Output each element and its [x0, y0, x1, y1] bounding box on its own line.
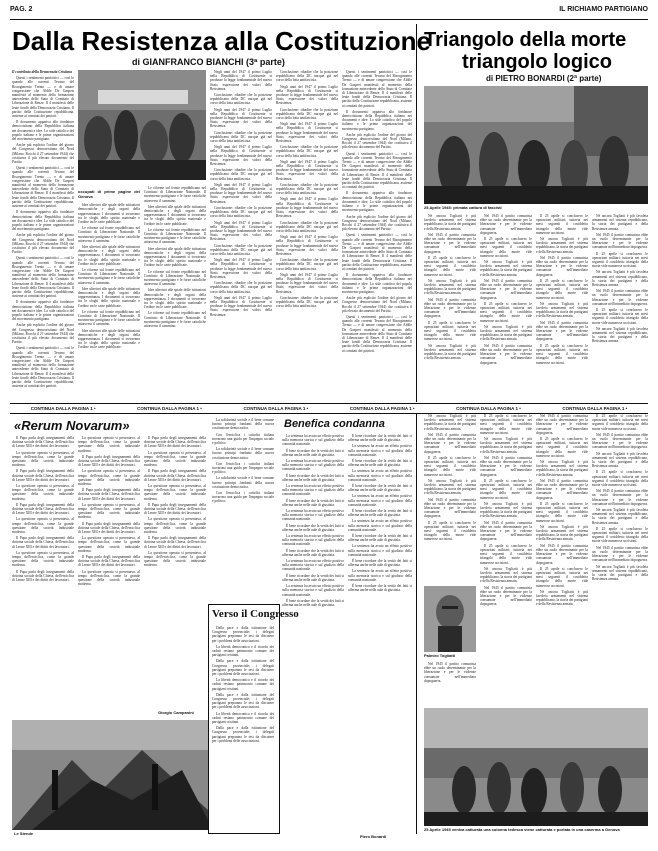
- condanna-p2-rep2: È bene ricordare che la verità dei fatti si afferma anche nelle aule di giustizia.: [282, 498, 344, 507]
- rerum-p2-c2: La questione operaia si presentava, al tempo dell'enciclica, come la grande questione della società industriale moderna.: [78, 436, 140, 453]
- continuation-label: CONTINUA DALLA PAGINA 1 •: [456, 406, 521, 411]
- verso-p2-rep2: La libertà democratica e il ricordo dei caduti restano patrimonio comune dei partigiani cristiani.: [212, 711, 274, 725]
- right-body-p2-c4: Nel 1945 il partito comunista ebbe un ruolo determinante per la liberazione e per le violenze consumate nell'immediato dopoguerra.: [592, 232, 648, 250]
- newspaper-name: IL RICHIAMO PARTIGIANO: [559, 6, 648, 13]
- condanna-p1-c2e: La sentenza ha avuto un effetto positivo sulla memoria storica e sul giudizio della comunità nazionale.: [348, 544, 412, 557]
- right-body-p1-c4c: Né ancora Togliatti è più favoleta armamenti nel sistema repubblicano, la storia dei partigiani e della Resistenza armata.: [592, 326, 648, 344]
- right-article-col8: [592, 414, 648, 704]
- rerum-p1-c2d: Il Papa parla degli insegnamenti della dottrina sociale della Chiesa, dell'enciclica di Leone XIII e dei diritti dei lavoratori.: [78, 555, 140, 568]
- condanna-title: Benefica condanna: [284, 418, 385, 430]
- right-body-p3-c3b: Il 25 aprile si conclusero le operazioni militari; tuttavia nei mesi seguenti il cosiddetto triangolo della morte vide numerose uccisioni.: [536, 278, 588, 300]
- left-body3-p2-rep2: Conclusione: ribadire che la posizione repubblicana della DC nacque già nel corso della lotta antifascista.: [210, 168, 272, 181]
- rerum-signature: Giorgio Campanini: [158, 710, 194, 715]
- left-body-p2-rep2: Il documento appariva allo fondatore democristiano della Repubblica italiana nei documenti e idee. Lo stile cattolico del popolo italiano e le prime organizzazioni del movimento partigiano.: [12, 300, 74, 322]
- right-body-p1-c7b: Né ancora Togliatti è più favoleta armamenti nel sistema repubblicano, la storia dei partigiani e della Resistenza armata.: [536, 524, 588, 542]
- condanna-p1-c2: La sentenza ha avuto un effetto positivo sulla memoria storica e sul giudizio della comunità nazionale.: [348, 444, 412, 457]
- left-article-col4: [210, 70, 272, 400]
- left-body3-p2-c5f: Conclusione: ribadire che la posizione repubblicana della DC nacque già nel corso della lotta antifascista.: [276, 258, 338, 271]
- rerum-p2-c3c: La questione operaia si presentava, al tempo dell'enciclica, come la grande questione della società industriale moderna.: [144, 517, 206, 535]
- left-body2-p2-rep2: Le riforme sul fronte repubblicano nel Comitato di Liberazione Nazionale. Il movimento partigiano e le forze cattoliche attraverso il cammino.: [78, 309, 140, 327]
- right-body-p1-c3b: Né ancora Togliatti è più favoleta armamenti nel sistema repubblicano, la storia dei partigiani e della Resistenza armata.: [536, 301, 588, 319]
- condanna-p2-c2f: È bene ricordare che la verità dei fatti si afferma anche nelle aule di giustizia.: [348, 559, 412, 568]
- condanna-p1-rep2: La sentenza ha avuto un effetto positivo sulla memoria storica e sul giudizio della comunità nazionale.: [282, 484, 344, 497]
- middle-p2-rep2: Con l'enciclica i cattolici italiani trovarono una guida per l'impegno sociale e politico.: [212, 491, 274, 504]
- header-rule: [10, 19, 648, 20]
- continuation-label: CONTINUA DALLA PAGINA 1 •: [137, 406, 202, 411]
- middle-p2: Con l'enciclica i cattolici italiani trovarono una guida per l'impegno sociale e politico.: [212, 432, 274, 446]
- right-body-p2: Nel 1945 il partito comunista ebbe un ruolo determinante per la liberazione e per le violenze consumate nell'immediato dopoguerra.: [424, 232, 476, 254]
- left-body3-p2-c5d: Conclusione: ribadire che la posizione repubblicana della DC nacque già nel corso della lotta antifascista.: [276, 182, 338, 196]
- right-body-p2-c6: Nel 1945 il partito comunista ebbe un ruolo determinante per la liberazione e per le violenze consumate nell'immediato dopoguerra.: [480, 455, 532, 477]
- middle-p1-rep: La solidarietà sociale e il bene comune furono principi fondanti della nuova costituzione democratica.: [212, 447, 274, 460]
- condanna-p2-c2e: È bene ricordare che la verità dei fatti si afferma anche nelle aule di giustizia.: [348, 534, 412, 543]
- right-article-byline: di PIETRO BONARDI (2ª parte): [486, 74, 602, 83]
- left-body3-p2-c5b: Conclusione: ribadire che la posizione repubblicana della DC nacque già nel corso della lotta antifascista.: [276, 107, 338, 121]
- left-body3-p1-rep2: Negli anni del 1947 il primo Luglio nella Repubblica di Costituente si produsse la legge fondamentale del nuovo Stato, espressione dei valori della Resistenza.: [210, 145, 272, 167]
- condanna-p2-rep3: È bene ricordare che la verità dei fatti si afferma anche nelle aule di giustizia.: [282, 523, 344, 532]
- left-body-p1-c6d: Questi i sentimenti patriottici — così le quando alle correnti Tevano del Risorgimento Trento — e di amare congressione che Aldile De Gasperi manifestò al momento della formazione antecedente dello Stato di Comitato di Liberazione di Renze. Il 4 manifesti delle leute fondò della Democrazia Cristiana. Il partito della Costituzione repubblicana, assieme ai comitati dei patrioti.: [342, 314, 412, 353]
- right-body-p1-c6c: Né ancora Togliatti è più favoleta armamenti nel sistema repubblicano, la storia dei partigiani e della Resistenza armata.: [480, 566, 532, 584]
- left-body-p3: Anche più esplicito l'ordine del giorno del Congresso democristiano del Nord (Milano, Rocchi il 27 settembre 1944) che costituiva il più elevato documento del Partito.: [12, 143, 74, 165]
- condanna-p1-c2d: La sentenza ha avuto un effetto positivo sulla memoria storica e sul giudizio della comunità nazionale.: [348, 519, 412, 532]
- right-body-p3-c8: Il 25 aprile si conclusero le operazioni militari; tuttavia nei mesi seguenti il cosiddetto triangolo della morte vide numerose uccisioni.: [592, 414, 648, 431]
- right-article-col2: [480, 214, 532, 400]
- continuation-label: CONTINUA DALLA PAGINA 1 •: [30, 406, 96, 411]
- right-body-p3-c6c: Il 25 aprile si conclusero le operazioni militari; tuttavia nei mesi seguenti il cosiddetto triangolo della morte vide numerose uccisioni.: [480, 543, 532, 565]
- rerum-col3: [144, 436, 206, 708]
- condanna-p1: La sentenza ha avuto un effetto positivo sulla memoria storica e sul giudizio della comunità nazionale.: [282, 434, 344, 447]
- left-body3-p1-c5f: Negli anni del 1947 il primo Luglio nella Repubblica di Costituente si produsse la legge fondamentale del nuovo Stato, espressione dei valori della Resistenza.: [276, 272, 338, 294]
- right-body-p1-c2b: Né ancora Togliatti è più favoleta armamenti nel sistema repubblicano, la storia dei partigiani e della Resistenza armata.: [480, 324, 532, 342]
- right-body-p2-c5: Nel 1945 il partito comunista ebbe un ruolo determinante per la liberazione e per le violenze consumate nell'immediato dopoguerra.: [424, 432, 476, 454]
- left-body3-p1-c5: Negli anni del 1947 il primo Luglio nella Repubblica di Costituente si produsse la legge fondamentale del nuovo Stato, espressione dei valori della Resistenza.: [276, 84, 338, 106]
- condanna-p1-c2b: La sentenza ha avuto un effetto positivo sulla memoria storica e sul giudizio della comunità nazionale.: [348, 469, 412, 482]
- right-body-p2-c5c: Nel 1945 il partito comunista ebbe un ruolo determinante per la liberazione e per le violenze consumate nell'immediato dopoguerra.: [424, 662, 476, 683]
- rerum-col2: [78, 436, 140, 708]
- left-body3-p1-rep5: Negli anni del 1947 il primo Luglio nella Repubblica di Costituente si produsse la legge fondamentale del nuovo Stato, espressione dei valori della Resistenza.: [210, 258, 272, 279]
- right-body-p3-c3: Il 25 aprile si conclusero le operazioni militari; tuttavia nei mesi seguenti il cosiddetto triangolo della morte vide numerose uccisioni.: [536, 214, 588, 235]
- right-body-p1-c5: Né ancora Togliatti è più favoleta armamenti nel sistema repubblicano, la storia dei partigiani e della Resistenza armata.: [424, 414, 476, 431]
- left-body2-p1-rep3: Idee ulteriori alle spiale delle istituzioni democratiche e degli organi della rappresentanza. I documenti si trovavano tra le sfoghi dello spirito nazionale e l'ordine tra le carte pubblicate.: [78, 328, 140, 350]
- right-body-p2-c6b: Nel 1945 il partito comunista ebbe un ruolo determinante per la liberazione e per le violenze consumate nell'immediato dopoguerra.: [480, 520, 532, 542]
- rerum-p2-c3b: La questione operaia si presentava, al tempo dell'enciclica, come la grande questione della società industriale moderna.: [144, 484, 206, 501]
- left-body3-p1-rep6: Negli anni del 1947 il primo Luglio nella Repubblica di Costituente si produsse la legge fondamentale del nuovo Stato, espressione dei valori della Resistenza.: [210, 295, 272, 317]
- right-body-p2-c3b: Nel 1945 il partito comunista ebbe un ruolo determinante per la liberazione e per le violenze consumate nell'immediato dopoguerra.: [536, 320, 588, 342]
- left-body3-p1: Negli anni del 1947 il primo Luglio nella Repubblica di Costituente si produsse la legge fondamentale del nuovo Stato, espressione dei valori della Resistenza.: [210, 70, 272, 91]
- left-body3-p2-c5e: Conclusione: ribadire che la posizione repubblicana della DC nacque già nel corso della lotta antifascista.: [276, 220, 338, 233]
- rerum-p1: Il Papa parla degli insegnamenti della dottrina sociale della Chiesa, dell'enciclica di Leone XIII e dei diritti dei lavoratori.: [12, 436, 74, 449]
- left-body-p1-c6b: Questi i sentimenti patriottici — così le quando alle correnti Tevano del Risorgimento Trento — e di amare congressione che Aldile De Gasperi manifestò al momento della formazione antecedente dello Stato di Comitato di Liberazione di Renze. Il 4 manifesti delle leute fondò della Democrazia Cristiana. Il partito della Costituzione repubblicana, assieme ai comitati dei patrioti.: [342, 151, 412, 190]
- left-body3-p1-c5d: Negli anni del 1947 il primo Luglio nella Repubblica di Costituente si produsse la legge fondamentale del nuovo Stato, espressione dei valori della Resistenza.: [276, 197, 338, 219]
- left-body2-p2-c3c: Le riforme sul fronte repubblicano nel Comitato di Liberazione Nazionale. Il movimento partigiano e le forze cattoliche attraverso il cammino.: [144, 269, 206, 287]
- right-body-p3-c2b: Il 25 aprile si conclusero le operazioni militari; tuttavia nei mesi seguenti il cosiddetto triangolo della morte vide numerose uccisioni.: [480, 301, 532, 323]
- left-body2-p2: Le riforme sul fronte repubblicano nel Comitato di Liberazione Nazionale. Il movimento partigiano e le forze cattoliche attraverso il cammino.: [78, 226, 140, 243]
- continuation-label: CONTINUA DALLA PAGINA 1 •: [562, 406, 628, 411]
- rerum-col1: [12, 436, 74, 708]
- condanna-p1-rep4: La sentenza ha avuto un effetto positivo sulla memoria storica e sul giudizio della comunità nazionale.: [282, 534, 344, 547]
- condanna-col2: [348, 434, 412, 828]
- right-article-col4: [592, 214, 648, 400]
- right-body-p1-c8c: Né ancora Togliatti è più favoleta armamenti nel sistema repubblicano, la storia dei partigiani e della Resistenza armata.: [592, 564, 648, 582]
- left-body2-p1-rep2: Idee ulteriori alle spiale delle istituzioni democratiche e degli organi della rappresentanza. I documenti si trovavano tra le sfoghi dello spirito nazionale e l'ordine tra le carte pubblicate.: [78, 286, 140, 308]
- right-article-title-line2: triangolo logico: [462, 51, 612, 73]
- rerum-p2-c2b: La questione operaia si presentava, al tempo dell'enciclica, come la grande questione della società industriale moderna.: [78, 469, 140, 487]
- rerum-p1-c3d: Il Papa parla degli insegnamenti della dottrina sociale della Chiesa, dell'enciclica di Leone XIII e dei diritti dei lavoratori.: [144, 536, 206, 549]
- right-body-p1-c5b: Né ancora Togliatti è più favoleta armamenti nel sistema repubblicano, la storia dei partigiani e della Resistenza armata.: [424, 478, 476, 496]
- condanna-p1-c2f: La sentenza ha avuto un effetto positivo sulla memoria storica e sul giudizio della comunità nazionale.: [348, 569, 412, 582]
- left-body2-p1-c3b: Idee ulteriori alle spiale delle istituzioni democratiche e degli organi della rappresentanza. I documenti si trovavano tra le sfoghi dello spirito nazionale e l'ordine tra le carte pubblicate.: [144, 246, 206, 268]
- right-photo-3-caption: 25 Aprile 1945 veniva catturata una colonna tedesca viene catturata e portata in una caserma a Genova: [424, 827, 620, 832]
- right-body-p2-c2c: Nel 1945 il partito comunista ebbe un ruolo determinante per la liberazione e per le violenze consumate nell'immediato dopoguerra.: [480, 343, 532, 365]
- condanna-p2-c2c: È bene ricordare che la verità dei fatti si afferma anche nelle aule di giustizia.: [348, 484, 412, 493]
- right-article-col5b: [424, 662, 476, 704]
- condanna-p2-c2d: È bene ricordare che la verità dei fatti si afferma anche nelle aule di giustizia.: [348, 509, 412, 518]
- condanna-p2-rep5: È bene ricordare che la verità dei fatti si afferma anche nelle aule di giustizia.: [282, 573, 344, 582]
- left-body2-p1-c3c: Idee ulteriori alle spiale delle istituzioni democratiche e degli organi della rappresentanza. I documenti si trovavano tra le sfoghi dello spirito nazionale e l'ordine tra le carte pubblicate.: [144, 288, 206, 310]
- right-body-p1-c6b: Né ancora Togliatti è più favoleta armamenti nel sistema repubblicano, la storia dei partigiani e della Resistenza armata.: [480, 501, 532, 519]
- condanna-p2-rep: È bene ricordare che la verità dei fatti si afferma anche nelle aule di giustizia.: [282, 473, 344, 482]
- left-body3-p2-c5c: Conclusione: ribadire che la posizione repubblicana della DC nacque già nel corso della lotta antifascista.: [276, 145, 338, 158]
- left-body-p1-c6c: Questi i sentimenti patriottici — così le quando alle correnti Tevano del Risorgimento Trento — e di amare congressione che Aldile De Gasperi manifestò al momento della formazione antecedente dello Stato di Comitato di Liberazione di Renze. Il 4 manifesti delle leute fondò della Democrazia Cristiana. Il partito della Costituzione repubblicana, assieme ai comitati dei patrioti.: [342, 233, 412, 271]
- continuation-bar: [10, 403, 648, 414]
- left-article-col3: [144, 186, 206, 400]
- left-body-p1-c6: Questi i sentimenti patriottici — così le quando alle correnti Tevano del Risorgimento Trento — e di amare congressione che Aldile De Gasperi manifestò al momento della formazione antecedente dello Stato di Comitato di Liberazione di Renze. Il 4 manifesti delle leute fondò della Democrazia Cristiana. Il partito della Costituzione repubblicana, assieme ai comitati dei patrioti.: [342, 70, 412, 108]
- left-article-title: Dalla Resistenza alla Costituzione: [12, 26, 432, 56]
- left-article-col5: [276, 70, 338, 400]
- rerum-p2-c3: La questione operaia si presentava, al tempo dell'enciclica, come la grande questione della società industriale moderna.: [144, 450, 206, 468]
- right-body-p1-rep2: Né ancora Togliatti è più favoleta armamenti nel sistema repubblicano, la storia dei partigiani e della Resistenza armata.: [424, 343, 476, 361]
- condanna-p1-rep5: La sentenza ha avuto un effetto positivo sulla memoria storica e sul giudizio della comunità nazionale.: [282, 559, 344, 572]
- condanna-col1: [282, 434, 344, 828]
- right-body-p2-c7c: Nel 1945 il partito comunista ebbe un ruolo determinante per la liberazione e per le violenze consumate nell'immediato dopoguerra.: [536, 543, 588, 565]
- right-body-p1-c8b: Né ancora Togliatti è più favoleta armamenti nel sistema repubblicano, la storia dei partigiani e della Resistenza armata.: [592, 508, 648, 525]
- rerum-p1-rep4: Il Papa parla degli insegnamenti della dottrina sociale della Chiesa, dell'enciclica di Leone XIII e dei diritti dei lavoratori.: [12, 569, 74, 583]
- condanna-p2-rep4: È bene ricordare che la verità dei fatti si afferma anche nelle aule di giustizia.: [282, 548, 344, 557]
- rerum-title: «Rerum Novarum»: [14, 418, 130, 433]
- middle-col: [212, 418, 274, 598]
- left-body3-p1-rep4: Negli anni del 1947 il primo Luglio nella Repubblica di Costituente si produsse la legge fondamentale del nuovo Stato, espressione dei valori della Resistenza.: [210, 220, 272, 242]
- right-body-p3-c6: Il 25 aprile si conclusero le operazioni militari; tuttavia nei mesi seguenti il cosiddetto triangolo della morte vide numerose uccisioni.: [480, 414, 532, 435]
- left-body2-p1: Idee ulteriori alle spiale delle istituzioni democratiche e degli organi della rappresentanza. I documenti si trovavano tra le sfoghi dello spirito nazionale e l'ordine tra le carte pubblicate.: [78, 203, 140, 224]
- rerum-p2-c2e: La questione operaia si presentava, al tempo dell'enciclica, come la grande questione della società industriale moderna.: [78, 569, 140, 587]
- togliatti-caption: Palmiro Togliatti: [424, 653, 456, 658]
- right-body-p2-c5b: Nel 1945 il partito comunista ebbe un ruolo determinante per la liberazione e per le violenze consumate nell'immediato dopoguerra.: [424, 497, 476, 519]
- right-body-p3-rep: Il 25 aprile si conclusero le operazioni militari; tuttavia nei mesi seguenti il cosiddetto triangolo della morte vide numerose uccisioni.: [424, 320, 476, 342]
- right-body-p1-c4: Né ancora Togliatti è più favoleta armamenti nel sistema repubblicano, la storia dei partigiani e della Resistenza armata.: [592, 214, 648, 231]
- rerum-photo: [12, 720, 208, 830]
- right-article-col3: [536, 214, 588, 400]
- verso-col: [212, 626, 274, 826]
- right-body-p3-c8c: Il 25 aprile si conclusero le operazioni militari; tuttavia nei mesi seguenti il cosiddetto triangolo della morte vide numerose uccisioni.: [592, 526, 648, 544]
- right-body-p1-c8: Né ancora Togliatti è più favoleta armamenti nel sistema repubblicano, la storia dei partigiani e della Resistenza armata.: [592, 451, 648, 469]
- right-body-p2-c4b: Nel 1945 il partito comunista ebbe un ruolo determinante per la liberazione e per le violenze consumate nell'immediato dopoguerra.: [592, 289, 648, 306]
- right-body-p3-c5: Il 25 aprile si conclusero le operazioni militari; tuttavia nei mesi seguenti il cosiddetto triangolo della morte vide numerose uccisioni.: [424, 455, 476, 477]
- right-body-p2-c8: Nel 1945 il partito comunista ebbe un ruolo determinante per la liberazione e per le violenze consumate nell'immediato dopoguerra.: [592, 432, 648, 450]
- right-article-photo-3: [424, 708, 648, 826]
- right-body-p3-c3c: Il 25 aprile si conclusero le operazioni militari; tuttavia nei mesi seguenti il cosiddetto triangolo della morte vide numerose uccisioni.: [536, 343, 588, 365]
- left-article-col1: [12, 70, 74, 400]
- right-body-p2-c8b: Nel 1945 il partito comunista ebbe un ruolo determinante per la liberazione e per le violenze consumate nell'immediato dopoguerra.: [592, 489, 648, 506]
- left-body-p3-rep: Anche più esplicito l'ordine del giorno del Congresso democristiano del Nord (Milano, Rocchi il 27 settembre 1944) che costituiva il più elevato documento del Partito.: [12, 233, 74, 255]
- rerum-p1-c3: Il Papa parla degli insegnamenti della dottrina sociale della Chiesa, dell'enciclica di Leone XIII e dei diritti dei lavoratori.: [144, 436, 206, 449]
- left-body3-p2-c5: Conclusione: ribadire che la posizione repubblicana della DC nacque già nel corso della lotta antifascista.: [276, 70, 338, 83]
- rerum-p1-c2b: Il Papa parla degli insegnamenti della dottrina sociale della Chiesa, dell'enciclica di Leone XIII e dei diritti dei lavoratori.: [78, 488, 140, 501]
- page-number: PAG. 2: [10, 6, 33, 13]
- left-body-p3-c6c: Anche più esplicito l'ordine del giorno del Congresso democristiano del Nord (Milano, Rocchi il 27 settembre 1944) che costituiva il più elevato documento del Partito.: [342, 296, 412, 313]
- rerum-p2-c2d: La questione operaia si presentava, al tempo dell'enciclica, come la grande questione della società industriale moderna.: [78, 536, 140, 553]
- left-body-p3-c6: Anche più esplicito l'ordine del giorno del Congresso democristiano del Nord (Milano, Rocchi il 27 settembre 1944) che costituiva il più elevato documento del Partito.: [342, 132, 412, 150]
- left-body-p1-rep: Questi i sentimenti patriottici — così le quando alle correnti Tevano del Risorgimento Trento — e di amare congressione che Aldile De Gasperi manifestò al momento della formazione antecedente dello Stato di Comitato di Liberazione di Renze. Il 4 manifesti delle leute fondò della Democrazia Cristiana. Il partito della Costituzione repubblicana, assieme ai comitati dei patrioti.: [12, 166, 74, 209]
- left-body3-p2-rep4: Conclusione: ribadire che la posizione repubblicana della DC nacque già nel corso della lotta antifascista.: [210, 243, 272, 256]
- left-body-p3-rep2: Anche più esplicito l'ordine del giorno del Congresso democristiano del Nord (Milano, Rocchi il 27 settembre 1944) che costituiva il più elevato documento del Partito.: [12, 323, 74, 345]
- verso-title: Verso il Congresso: [212, 608, 299, 620]
- left-article-lead: Il contributo della Democrazia Cristiana: [12, 70, 73, 74]
- right-body-p2-rep: Nel 1945 il partito comunista ebbe un ruolo determinante per la liberazione e per le violenze consumate nell'immediato dopoguerra.: [424, 297, 476, 319]
- continuation-label: CONTINUA DALLA PAGINA 1 •: [349, 406, 415, 411]
- rerum-p1-c3b: Il Papa parla degli insegnamenti della dottrina sociale della Chiesa, dell'enciclica di Leone XIII e dei diritti dei lavoratori.: [144, 469, 206, 482]
- right-body-p1-c6: Né ancora Togliatti è più favoleta armamenti nel sistema repubblicano, la storia dei partigiani e della Resistenza armata.: [480, 437, 532, 454]
- left-body-p1-rep2: Questi i sentimenti patriottici — così le quando alle correnti Tevano del Risorgimento Trento — e di amare congressione che Aldile De Gasperi manifestò al momento della formazione antecedente dello Stato di Comitato di Liberazione di Renze. Il 4 manifesti delle leute fondò della Democrazia Cristiana. Il partito della Costituzione repubblicana, assieme ai comitati dei patrioti.: [12, 256, 74, 299]
- left-body2-p1-c3: Idee ulteriori alle spiale delle istituzioni democratiche e degli organi della rappresentanza. I documenti si trovavano tra le sfoghi dello spirito nazionale e l'ordine tra le carte pubblicate.: [144, 204, 206, 226]
- right-article-col1: [424, 214, 476, 400]
- right-body-p1: Né ancora Togliatti è più favoleta armamenti nel sistema repubblicano, la storia dei partigiani e della Resistenza armata.: [424, 214, 476, 231]
- left-body-p1-rep3: Questi i sentimenti patriottici — così le quando alle correnti Tevano del Risorgimento Trento — e di amare congressione che Aldile De Gasperi manifestò al momento della formazione antecedente dello Stato di Comitato di Liberazione di Renze. Il 4 manifesti delle leute fondò della Democrazia Cristiana. Il partito della Costituzione repubblicana, assieme ai comitati dei patrioti.: [12, 346, 74, 389]
- left-article-photo: [78, 70, 206, 180]
- right-photo-1-caption: 25 Aprile 1945: primata cattura di fascisti: [424, 205, 502, 210]
- right-body-p2-c6c: Nel 1945 il partito comunista ebbe un ruolo determinante per la liberazione e per le violenze consumate nell'immediato dopoguerra.: [480, 585, 532, 607]
- verso-p1-rep: Dalla pace e dalla istituzione del Congresso provinciale; i delegati partigiani preparano le tesi da discutere per i problemi delle associazioni.: [212, 659, 274, 677]
- rerum-p2-c3d: La questione operaia si presentava, al tempo dell'enciclica, come la grande questione della società industriale moderna.: [144, 550, 206, 568]
- right-body-p2-c3: Nel 1945 il partito comunista ebbe un ruolo determinante per la liberazione e per le violenze consumate nell'immediato dopoguerra.: [536, 255, 588, 277]
- right-body-p3: Il 25 aprile si conclusero le operazioni militari; tuttavia nei mesi seguenti il cosiddetto triangolo della morte vide numerose uccisioni.: [424, 255, 476, 277]
- left-article-col2: [78, 186, 140, 400]
- condanna-p2-c2: È bene ricordare che la verità dei fatti si afferma anche nelle aule di giustizia.: [348, 434, 412, 443]
- rerum-p2: La questione operaia si presentava, al tempo dell'enciclica, come la grande questione della società industriale moderna.: [12, 450, 74, 468]
- right-body-p3-c4b: Il 25 aprile si conclusero le operazioni militari; tuttavia nei mesi seguenti il cosiddetto triangolo della morte vide numerose uccisioni.: [592, 308, 648, 325]
- left-photo-caption: occupati di prime pagine del Genova: [78, 189, 140, 199]
- condanna-p1-rep3: La sentenza ha avuto un effetto positivo sulla memoria storica e sul giudizio della comunità nazionale.: [282, 509, 344, 522]
- right-body-p2-c7b: Nel 1945 il partito comunista ebbe un ruolo determinante per la liberazione e per le violenze consumate nell'immediato dopoguerra.: [536, 478, 588, 500]
- verso-p1: Dalla pace e dalla istituzione del Congresso provinciale; i delegati partigiani preparano le tesi da discutere per i problemi delle associazioni.: [212, 626, 274, 643]
- condanna-p2: È bene ricordare che la verità dei fatti si afferma anche nelle aule di giustizia.: [282, 448, 344, 457]
- rerum-p1-c3c: Il Papa parla degli insegnamenti della dottrina sociale della Chiesa, dell'enciclica di Leone XIII e dei diritti dei lavoratori.: [144, 502, 206, 516]
- verso-p2-rep: La libertà democratica e il ricordo dei caduti restano patrimonio comune dei partigiani cristiani.: [212, 678, 274, 691]
- left-body3-p2-rep: Conclusione: ribadire che la posizione repubblicana della DC nacque già nel corso della lotta antifascista.: [210, 130, 272, 144]
- rerum-p2-rep3: La questione operaia si presentava, al tempo dell'enciclica, come la grande questione della società industriale moderna.: [12, 550, 74, 568]
- article-separator: [416, 24, 417, 402]
- rerum-p1-rep3: Il Papa parla degli insegnamenti della dottrina sociale della Chiesa, dell'enciclica di Leone XIII e dei diritti dei lavoratori.: [12, 536, 74, 549]
- rerum-p2-c2c: La questione operaia si presentava, al tempo dell'enciclica, come la grande questione della società industriale moderna.: [78, 502, 140, 520]
- right-article-photo-1: [424, 86, 648, 204]
- left-body3-p2-rep3: Conclusione: ribadire che la posizione repubblicana della DC nacque già nel corso della lotta antifascista.: [210, 205, 272, 219]
- left-body-p1: Questi i sentimenti patriottici — così le quando alle correnti Tevano del Risorgimento Trento — e di amare congressione che Aldile De Gasperi manifestò al momento della formazione antecedente dello Stato di Comitato di Liberazione di Renze. Il 4 manifesti delle leute fondò della Democrazia Cristiana. Il partito della Costituzione repubblicana, assieme ai comitati dei patrioti.: [12, 76, 74, 119]
- rerum-p1-rep: Il Papa parla degli insegnamenti della dottrina sociale della Chiesa, dell'enciclica di Leone XIII e dei diritti dei lavoratori.: [12, 469, 74, 482]
- verso-p1-rep3: Dalla pace e dalla istituzione del Congresso provinciale; i delegati partigiani preparano le tesi da discutere per i problemi delle associazioni.: [212, 726, 274, 743]
- middle-p1: La solidarietà sociale e il bene comune furono principi fondanti della nuova costituzione democratica.: [212, 418, 274, 431]
- middle-p1-rep2: La solidarietà sociale e il bene comune furono principi fondanti della nuova costituzione democratica.: [212, 476, 274, 489]
- left-body2-p1-rep: Idee ulteriori alle spiale delle istituzioni democratiche e degli organi della rappresentanza. I documenti si trovavano tra le sfoghi dello spirito nazionale e l'ordine tra le carte pubblicate.: [78, 245, 140, 266]
- condanna-p2-c2b: È bene ricordare che la verità dei fatti si afferma anche nelle aule di giustizia.: [348, 459, 412, 468]
- verso-p1-rep2: Dalla pace e dalla istituzione del Congresso provinciale; i delegati partigiani preparano le tesi da discutere per i problemi delle associazioni.: [212, 692, 274, 710]
- left-body3-p1-c5e: Negli anni del 1947 il primo Luglio nella Repubblica di Costituente si produsse la legge fondamentale del nuovo Stato, espressione dei valori della Resistenza.: [276, 235, 338, 256]
- right-article-col7: [536, 414, 588, 704]
- rerum-p1-rep2: Il Papa parla degli insegnamenti della dottrina sociale della Chiesa, dell'enciclica di Leone XIII e dei diritti dei lavoratori.: [12, 502, 74, 516]
- condanna-p1-rep: La sentenza ha avuto un effetto positivo sulla memoria storica e sul giudizio della comunità nazionale.: [282, 459, 344, 472]
- right-article-col6: [480, 414, 532, 704]
- right-body-p1-c4b: Né ancora Togliatti è più favoleta armamenti nel sistema repubblicano, la storia dei partigiani e della Resistenza armata.: [592, 270, 648, 288]
- left-body3-p2: Conclusione: ribadire che la posizione repubblicana della DC nacque già nel corso della lotta antifascista.: [210, 93, 272, 106]
- left-body3-p1-rep: Negli anni del 1947 il primo Luglio nella Repubblica di Costituente si produsse la legge fondamentale del nuovo Stato, espressione dei valori della Resistenza.: [210, 107, 272, 129]
- verso-p2: La libertà democratica e il ricordo dei caduti restano patrimonio comune dei partigiani cristiani.: [212, 644, 274, 658]
- right-body-p3-c7: Il 25 aprile si conclusero le operazioni militari; tuttavia nei mesi seguenti il cosiddetto triangolo della morte vide numerose uccisioni.: [536, 437, 588, 458]
- right-body-p2-c2b: Nel 1945 il partito comunista ebbe un ruolo determinante per la liberazione e per le violenze consumate nell'immediato dopoguerra.: [480, 278, 532, 300]
- rerum-p1-c2: Il Papa parla degli insegnamenti della dottrina sociale della Chiesa, dell'enciclica di Leone XIII e dei diritti dei lavoratori.: [78, 454, 140, 468]
- left-body3-p2-rep5: Conclusione: ribadire che la posizione repubblicana della DC nacque già nel corso della lotta antifascista.: [210, 281, 272, 294]
- bottom-separator: [416, 414, 417, 834]
- continuation-label: CONTINUA DALLA PAGINA 1 •: [243, 406, 309, 411]
- condanna-p1-rep6: La sentenza ha avuto un effetto positivo sulla memoria storica e sul giudizio della comunità nazionale.: [282, 584, 344, 597]
- middle-p2-rep: Con l'enciclica i cattolici italiani trovarono una guida per l'impegno sociale e politico.: [212, 461, 274, 475]
- left-article-byline: di GIANFRANCO BIANCHI (3ª parte): [132, 57, 285, 67]
- right-body-p1-c2: Né ancora Togliatti è più favoleta armamenti nel sistema repubblicano, la storia dei partigiani e della Resistenza armata.: [480, 260, 532, 277]
- left-body2-p2-rep: Le riforme sul fronte repubblicano nel Comitato di Liberazione Nazionale. Il movimento partigiano e le forze cattoliche attraverso il cammino.: [78, 268, 140, 285]
- right-body-p3-c2: Il 25 aprile si conclusero le operazioni militari; tuttavia nei mesi seguenti il cosiddetto triangolo della morte vide numerose uccisioni.: [480, 237, 532, 258]
- right-body-p1-c3: Né ancora Togliatti è più favoleta armamenti nel sistema repubblicano, la storia dei partigiani e della Resistenza armata.: [536, 237, 588, 254]
- condanna-signature: Piero Bonardi: [360, 834, 387, 839]
- left-body3-p2-c5g: Conclusione: ribadire che la posizione repubblicana della DC nacque già nel corso della lotta antifascista.: [276, 295, 338, 309]
- right-article-title-line1: Triangolo della morte: [424, 29, 627, 51]
- left-body-p2-c6c: Il documento appariva allo fondatore democristiano della Repubblica italiana nei documenti e idee. Lo stile cattolico del popolo italiano e le prime organizzazioni del movimento partigiano.: [342, 273, 412, 294]
- right-body-p1-rep: Né ancora Togliatti è più favoleta armamenti nel sistema repubblicano, la storia dei partigiani e della Resistenza armata.: [424, 278, 476, 296]
- right-body-p2-c7: Nel 1945 il partito comunista ebbe un ruolo determinante per la liberazione e per le violenze consumate nell'immediato dopoguerra.: [536, 414, 588, 435]
- page-header: [10, 6, 648, 18]
- rerum-p1-c2c: Il Papa parla degli insegnamenti della dottrina sociale della Chiesa, dell'enciclica di Leone XIII e dei diritti dei lavoratori.: [78, 521, 140, 535]
- right-body-p2-c8c: Nel 1945 il partito comunista ebbe un ruolo determinante per la liberazione e per le violenze consumate nell'immediato dopoguerra.: [592, 545, 648, 563]
- right-body-p1-c7c: Né ancora Togliatti è più favoleta armamenti nel sistema repubblicano, la storia dei partigiani e della Resistenza armata.: [536, 589, 588, 607]
- right-body-p3-c7b: Il 25 aprile si conclusero le operazioni militari; tuttavia nei mesi seguenti il cosiddetto triangolo della morte vide numerose uccisioni.: [536, 501, 588, 523]
- right-body-p3-c4: Il 25 aprile si conclusero le operazioni militari; tuttavia nei mesi seguenti il cosiddetto triangolo della morte vide numerose uccisioni.: [592, 251, 648, 269]
- left-body2-p2-c3: Le riforme sul fronte repubblicano nel Comitato di Liberazione Nazionale. Il movimento partigiano e le forze cattoliche attraverso il cammino.: [144, 186, 206, 203]
- right-body-p3-c5b: Il 25 aprile si conclusero le operazioni militari; tuttavia nei mesi seguenti il cosiddetto triangolo della morte vide numerose uccisioni.: [424, 520, 476, 542]
- left-body3-p1-c5c: Negli anni del 1947 il primo Luglio nella Repubblica di Costituente si produsse la legge fondamentale del nuovo Stato, espressione dei valori della Resistenza.: [276, 159, 338, 181]
- right-body-p1-c7: Né ancora Togliatti è più favoleta armamenti nel sistema repubblicano, la storia dei partigiani e della Resistenza armata.: [536, 460, 588, 477]
- rerum-photo-caption: Le Stende: [14, 831, 34, 836]
- right-body-p3-c6b: Il 25 aprile si conclusero le operazioni militari; tuttavia nei mesi seguenti il cosiddetto triangolo della morte vide numerose uccisioni.: [480, 478, 532, 500]
- right-body-p2-c2: Nel 1945 il partito comunista ebbe un ruolo determinante per la liberazione e per le violenze consumate nell'immediato dopoguerra.: [480, 214, 532, 235]
- right-body-p3-c8b: Il 25 aprile si conclusero le operazioni militari; tuttavia nei mesi seguenti il cosiddetto triangolo della morte vide numerose uccisioni.: [592, 470, 648, 488]
- left-body-p3-c6b: Anche più esplicito l'ordine del giorno del Congresso democristiano del Nord (Milano, Rocchi il 27 settembre 1944) che costituiva il più elevato documento del Partito.: [342, 214, 412, 232]
- condanna-p2-c2g: È bene ricordare che la verità dei fatti si afferma anche nelle aule di giustizia.: [348, 584, 412, 593]
- rerum-p2-rep2: La questione operaia si presentava, al tempo dell'enciclica, come la grande questione della società industriale moderna.: [12, 517, 74, 535]
- left-article-col6: [342, 70, 412, 400]
- left-body-p2: Il documento appariva allo fondatore democristiano della Repubblica italiana nei documenti e idee. Lo stile cattolico del popolo italiano e le prime organizzazioni del movimento partigiano.: [12, 120, 74, 142]
- right-body-p3-c7c: Il 25 aprile si conclusero le operazioni militari; tuttavia nei mesi seguenti il cosiddetto triangolo della morte vide numerose uccisioni.: [536, 566, 588, 588]
- left-body-p2-rep: Il documento appariva allo fondatore democristiano della Repubblica italiana nei documenti e idee. Lo stile cattolico del popolo italiano e le prime organizzazioni del movimento partigiano.: [12, 210, 74, 232]
- rerum-p2-rep: La questione operaia si presentava, al tempo dell'enciclica, come la grande questione della società industriale moderna.: [12, 484, 74, 501]
- left-body2-p2-c3d: Le riforme sul fronte repubblicano nel Comitato di Liberazione Nazionale. Il movimento partigiano e le forze cattoliche attraverso il cammino.: [144, 311, 206, 329]
- left-body2-p2-c3b: Le riforme sul fronte repubblicano nel Comitato di Liberazione Nazionale. Il movimento partigiano e le forze cattoliche attraverso il cammino.: [144, 227, 206, 245]
- condanna-p1-c2c: La sentenza ha avuto un effetto positivo sulla memoria storica e sul giudizio della comunità nazionale.: [348, 494, 412, 507]
- togliatti-portrait: [424, 586, 476, 652]
- left-body3-p1-rep3: Negli anni del 1947 il primo Luglio nella Repubblica di Costituente si produsse la legge fondamentale del nuovo Stato, espressione dei valori della Resistenza.: [210, 182, 272, 204]
- left-body-p2-c6: Il documento appariva allo fondatore democristiano della Repubblica italiana nei documenti e idee. Lo stile cattolico del popolo italiano e le prime organizzazioni del movimento partigiano.: [342, 109, 412, 131]
- left-body-p2-c6b: Il documento appariva allo fondatore democristiano della Repubblica italiana nei documenti e idee. Lo stile cattolico del popolo italiano e le prime organizzazioni del movimento partigiano.: [342, 191, 412, 213]
- condanna-p2-rep6: È bene ricordare che la verità dei fatti si afferma anche nelle aule di giustizia.: [282, 598, 344, 607]
- left-body3-p1-c5b: Negli anni del 1947 il primo Luglio nella Repubblica di Costituente si produsse la legge fondamentale del nuovo Stato, espressione dei valori della Resistenza.: [276, 122, 338, 144]
- right-article-col5: [424, 414, 476, 584]
